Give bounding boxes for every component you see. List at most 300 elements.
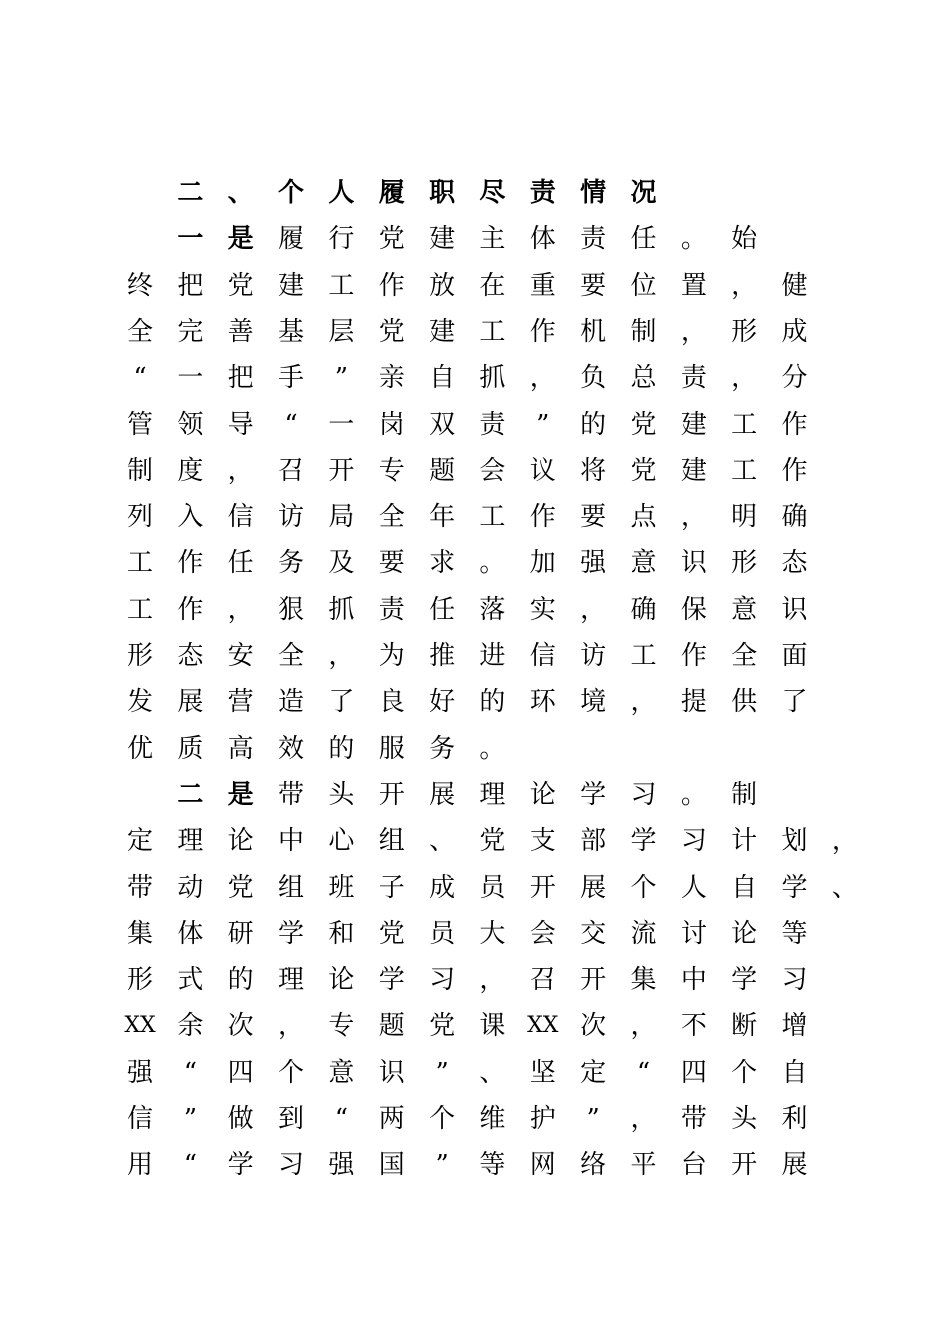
- text-line: [0, 818, 950, 864]
- glyph: 理: [177, 826, 204, 857]
- glyph: 会: [529, 918, 556, 949]
- glyph: “: [284, 409, 298, 440]
- glyph: 提: [680, 687, 707, 718]
- glyph: ，: [680, 502, 707, 533]
- glyph: 支: [529, 826, 556, 857]
- glyph: 式: [177, 965, 204, 996]
- glyph: ，: [630, 1011, 657, 1042]
- glyph: 学: [278, 918, 305, 949]
- glyph: ，: [630, 1104, 657, 1134]
- glyph: 形: [126, 641, 153, 671]
- glyph: 自: [731, 872, 758, 903]
- glyph: 个: [278, 1057, 305, 1088]
- glyph: 岗: [378, 409, 405, 440]
- glyph: 等: [781, 918, 808, 949]
- glyph: 责: [479, 409, 506, 440]
- text-line: [0, 772, 950, 818]
- glyph: 任: [630, 224, 657, 255]
- glyph: 带: [278, 779, 305, 810]
- glyph: 安: [227, 641, 254, 671]
- glyph: 国: [378, 1150, 405, 1181]
- glyph: 员: [479, 872, 506, 903]
- glyph: 习: [680, 826, 707, 857]
- glyph: 强: [126, 1057, 153, 1088]
- glyph: ，: [680, 316, 707, 347]
- glyph: 信: [529, 641, 556, 671]
- glyph: 的: [580, 409, 607, 440]
- glyph: 习: [781, 965, 808, 996]
- glyph: “: [183, 1150, 197, 1181]
- glyph: 两: [378, 1104, 405, 1134]
- glyph: ，: [630, 687, 657, 718]
- glyph: 动: [177, 872, 204, 903]
- glyph: 党: [378, 224, 405, 255]
- glyph: 个: [278, 178, 305, 208]
- glyph: 终: [126, 270, 153, 301]
- text-line: [0, 1003, 950, 1049]
- glyph: 自: [429, 363, 456, 394]
- glyph: 二: [177, 178, 204, 208]
- glyph: 个: [429, 1104, 456, 1134]
- glyph: 要: [378, 548, 405, 579]
- glyph: ”: [435, 1150, 449, 1181]
- glyph: 、: [479, 1057, 506, 1088]
- glyph: ，: [580, 594, 607, 625]
- glyph: 二: [177, 779, 204, 810]
- glyph: 放: [429, 270, 456, 301]
- glyph: 全: [126, 316, 153, 347]
- glyph: 制: [126, 455, 153, 486]
- glyph: 做: [227, 1104, 254, 1134]
- glyph: ，: [278, 1011, 305, 1042]
- glyph: 开: [580, 965, 607, 996]
- glyph: 头: [328, 779, 355, 810]
- glyph: 亲: [378, 363, 405, 394]
- glyph: 建: [429, 316, 456, 347]
- glyph: 党: [630, 409, 657, 440]
- text-line: [0, 911, 950, 957]
- glyph: ”: [435, 1057, 449, 1088]
- glyph: 中: [278, 826, 305, 857]
- glyph: 学: [227, 1150, 254, 1181]
- glyph: ，: [227, 594, 254, 625]
- glyph: 建: [680, 455, 707, 486]
- glyph: 建: [278, 270, 305, 301]
- glyph: 务: [429, 733, 456, 764]
- glyph: 列: [126, 502, 153, 533]
- glyph: 形: [731, 316, 758, 347]
- glyph: 任: [227, 548, 254, 579]
- glyph: 服: [378, 733, 405, 764]
- glyph: 领: [177, 409, 204, 440]
- glyph: 造: [278, 687, 305, 718]
- text-line: [0, 726, 950, 772]
- text-line: [0, 587, 950, 633]
- glyph: 学: [630, 826, 657, 857]
- glyph: 信: [126, 1104, 153, 1134]
- glyph: 总: [630, 363, 657, 394]
- glyph: 工: [731, 455, 758, 486]
- glyph: 分: [781, 363, 808, 394]
- glyph: 、: [429, 826, 456, 857]
- glyph: 四: [227, 1057, 254, 1088]
- glyph: 信: [227, 502, 254, 533]
- text-line: [0, 865, 950, 911]
- glyph: 层: [328, 316, 355, 347]
- glyph: 部: [580, 826, 607, 857]
- glyph: 展: [177, 687, 204, 718]
- glyph: 。: [479, 733, 506, 764]
- glyph: 行: [328, 224, 355, 255]
- glyph: 落: [479, 594, 506, 625]
- glyph: “: [133, 363, 147, 394]
- glyph: 进: [479, 641, 506, 671]
- glyph: 组: [278, 872, 305, 903]
- glyph: 及: [328, 548, 355, 579]
- glyph: 党: [227, 872, 254, 903]
- glyph: ，: [529, 363, 556, 394]
- glyph: 交: [580, 918, 607, 949]
- glyph: 研: [227, 918, 254, 949]
- glyph: 将: [580, 455, 607, 486]
- glyph: 集: [126, 918, 153, 949]
- glyph: 强: [328, 1150, 355, 1181]
- glyph: 抓: [479, 363, 506, 394]
- glyph: 发: [126, 687, 153, 718]
- glyph: 展: [580, 872, 607, 903]
- glyph: 管: [126, 409, 153, 440]
- glyph: 增: [781, 1011, 808, 1042]
- glyph: 健: [781, 270, 808, 301]
- glyph: 履: [378, 178, 405, 208]
- glyph: 优: [126, 733, 153, 764]
- glyph: 到: [278, 1104, 305, 1134]
- glyph: 职: [429, 178, 456, 208]
- glyph: 工: [328, 270, 355, 301]
- text-line: [0, 494, 950, 540]
- glyph: 意: [630, 548, 657, 579]
- glyph: 自: [781, 1057, 808, 1088]
- glyph: 工: [479, 502, 506, 533]
- glyph: 个: [630, 872, 657, 903]
- glyph: 机: [580, 316, 607, 347]
- glyph: 确: [781, 502, 808, 533]
- glyph: 党: [227, 270, 254, 301]
- glyph: ，: [731, 270, 758, 301]
- glyph: 强: [580, 548, 607, 579]
- glyph: 局: [328, 502, 355, 533]
- glyph: 络: [580, 1150, 607, 1181]
- glyph: 营: [227, 687, 254, 718]
- glyph: 学: [731, 965, 758, 996]
- glyph: 头: [731, 1104, 758, 1134]
- glyph: 开: [328, 455, 355, 486]
- glyph: 置: [680, 270, 707, 301]
- glyph: 的: [479, 687, 506, 718]
- glyph: 作: [529, 316, 556, 347]
- glyph: 班: [328, 872, 355, 903]
- glyph: 。: [680, 224, 707, 255]
- text-line: [0, 402, 950, 448]
- glyph: 次: [227, 1011, 254, 1042]
- glyph: 基: [278, 316, 305, 347]
- glyph: 年: [429, 502, 456, 533]
- glyph: 度: [177, 455, 204, 486]
- glyph: 意: [328, 1057, 355, 1088]
- glyph: 论: [529, 779, 556, 810]
- glyph: 断: [731, 1011, 758, 1042]
- glyph: 全: [378, 502, 405, 533]
- glyph: 题: [429, 455, 456, 486]
- glyph: 情: [580, 178, 607, 208]
- glyph: 保: [680, 594, 707, 625]
- glyph: 工: [126, 548, 153, 579]
- glyph: 要: [580, 270, 607, 301]
- glyph: 作: [177, 594, 204, 625]
- glyph: 习: [630, 779, 657, 810]
- glyph: 把: [177, 270, 204, 301]
- glyph: 党: [378, 316, 405, 347]
- glyph: 始: [731, 224, 758, 255]
- section-heading: [0, 170, 950, 216]
- text-line: [0, 355, 950, 401]
- text-line: [0, 216, 950, 262]
- glyph: 把: [227, 363, 254, 394]
- glyph: 坚: [529, 1057, 556, 1088]
- glyph: 论: [731, 918, 758, 949]
- glyph: 和: [328, 918, 355, 949]
- glyph: 负: [580, 363, 607, 394]
- glyph: 一: [177, 224, 204, 255]
- glyph: 的: [328, 733, 355, 764]
- glyph: 专: [328, 1011, 355, 1042]
- glyph: 理: [278, 965, 305, 996]
- glyph: 在: [479, 270, 506, 301]
- glyph: ，: [227, 455, 254, 486]
- glyph: 访: [580, 641, 607, 671]
- glyph: 境: [580, 687, 607, 718]
- glyph: 题: [378, 1011, 405, 1042]
- glyph: 制: [630, 316, 657, 347]
- glyph: 带: [126, 872, 153, 903]
- glyph: 成: [429, 872, 456, 903]
- glyph: 作: [680, 641, 707, 671]
- glyph: 一: [328, 409, 355, 440]
- glyph: 责: [378, 594, 405, 625]
- glyph: 大: [479, 918, 506, 949]
- glyph: 定: [580, 1057, 607, 1088]
- glyph: 学: [378, 965, 405, 996]
- glyph: 作: [177, 548, 204, 579]
- glyph: 好: [429, 687, 456, 718]
- glyph: 建: [680, 409, 707, 440]
- glyph: 体: [177, 918, 204, 949]
- text-line: [0, 1050, 950, 1096]
- glyph: 抓: [328, 594, 355, 625]
- glyph: ，: [831, 826, 858, 857]
- glyph: 建: [429, 224, 456, 255]
- glyph: 识: [378, 1057, 405, 1088]
- glyph: ，: [731, 363, 758, 394]
- glyph: 面: [781, 641, 808, 671]
- glyph: 维: [479, 1104, 506, 1134]
- glyph: 要: [580, 502, 607, 533]
- glyph: 心: [328, 826, 355, 857]
- glyph: 访: [278, 502, 305, 533]
- glyph: 、: [227, 178, 254, 208]
- glyph: 习: [278, 1150, 305, 1181]
- glyph: 召: [529, 965, 556, 996]
- glyph: 形: [126, 965, 153, 996]
- glyph: 责: [680, 363, 707, 394]
- glyph: 完: [177, 316, 204, 347]
- glyph: 尽: [479, 178, 506, 208]
- text-line: [0, 540, 950, 586]
- glyph: 学: [781, 872, 808, 903]
- glyph: 形: [731, 548, 758, 579]
- glyph: 专: [378, 455, 405, 486]
- glyph: 了: [781, 687, 808, 718]
- glyph: 。: [479, 548, 506, 579]
- glyph: 一: [177, 363, 204, 394]
- glyph: 供: [731, 687, 758, 718]
- glyph: 环: [529, 687, 556, 718]
- glyph: 组: [378, 826, 405, 857]
- glyph: 位: [630, 270, 657, 301]
- glyph: 等: [479, 1150, 506, 1181]
- text-line: [0, 679, 950, 725]
- glyph: 会: [479, 455, 506, 486]
- glyph: 人: [680, 872, 707, 903]
- glyph: 识: [781, 594, 808, 625]
- glyph: 展: [429, 779, 456, 810]
- glyph: 党: [378, 918, 405, 949]
- glyph: 确: [630, 594, 657, 625]
- glyph: 求: [429, 548, 456, 579]
- glyph: 开: [731, 1150, 758, 1181]
- glyph: 善: [227, 316, 254, 347]
- glyph: 划: [781, 826, 808, 857]
- glyph: 作: [781, 455, 808, 486]
- text-line: [0, 448, 950, 494]
- glyph: 责: [529, 178, 556, 208]
- glyph: 作: [378, 270, 405, 301]
- glyph: 员: [429, 918, 456, 949]
- glyph: 全: [731, 641, 758, 671]
- glyph: ”: [536, 409, 550, 440]
- glyph: 效: [278, 733, 305, 764]
- glyph: ”: [183, 1104, 197, 1134]
- glyph: 流: [630, 918, 657, 949]
- glyph: 责: [580, 224, 607, 255]
- glyph: 理: [479, 779, 506, 810]
- glyph: 人: [328, 178, 355, 208]
- glyph: 定: [126, 826, 153, 857]
- glyph: 双: [429, 409, 456, 440]
- glyph: 工: [731, 409, 758, 440]
- glyph: 党: [429, 1011, 456, 1042]
- glyph: 作: [529, 502, 556, 533]
- glyph: 质: [177, 733, 204, 764]
- glyph: 是: [227, 224, 254, 255]
- glyph: 。: [680, 779, 707, 810]
- glyph: 导: [227, 409, 254, 440]
- glyph: 是: [227, 779, 254, 810]
- glyph: 工: [630, 641, 657, 671]
- glyph: 推: [429, 641, 456, 671]
- glyph: 网: [529, 1150, 556, 1181]
- glyph: 集: [630, 965, 657, 996]
- glyph: 平: [630, 1150, 657, 1181]
- text-line: [0, 1096, 950, 1142]
- glyph: 重: [529, 270, 556, 301]
- glyph: 带: [680, 1104, 707, 1134]
- glyph: 点: [630, 502, 657, 533]
- glyph: 手: [278, 363, 305, 394]
- glyph: 工: [479, 316, 506, 347]
- glyph: 全: [278, 641, 305, 671]
- glyph: 良: [378, 687, 405, 718]
- glyph: 意: [731, 594, 758, 625]
- text-line: [0, 263, 950, 309]
- glyph: 工: [126, 594, 153, 625]
- glyph: 护: [529, 1104, 556, 1134]
- glyph: 、: [831, 872, 858, 903]
- glyph: 中: [680, 965, 707, 996]
- glyph: XX: [527, 1013, 559, 1039]
- glyph: 狠: [278, 594, 305, 625]
- glyph: 用: [126, 1150, 153, 1181]
- glyph: 课: [479, 1011, 506, 1042]
- glyph: 论: [328, 965, 355, 996]
- glyph: 况: [630, 178, 657, 208]
- glyph: 习: [429, 965, 456, 996]
- glyph: 高: [227, 733, 254, 764]
- glyph: 任: [429, 594, 456, 625]
- glyph: “: [183, 1057, 197, 1088]
- glyph: 四: [680, 1057, 707, 1088]
- glyph: 体: [529, 224, 556, 255]
- glyph: 加: [529, 548, 556, 579]
- glyph: 开: [529, 872, 556, 903]
- glyph: 子: [378, 872, 405, 903]
- glyph: 不: [680, 1011, 707, 1042]
- glyph: 召: [278, 455, 305, 486]
- glyph: 议: [529, 455, 556, 486]
- glyph: 履: [278, 224, 305, 255]
- glyph: 台: [680, 1150, 707, 1181]
- text-line: [0, 633, 950, 679]
- text-line: [0, 1142, 950, 1188]
- glyph: 务: [278, 548, 305, 579]
- glyph: ，: [479, 965, 506, 996]
- glyph: 计: [731, 826, 758, 857]
- glyph: 态: [781, 548, 808, 579]
- glyph: 余: [177, 1011, 204, 1042]
- glyph: ，: [328, 641, 355, 671]
- text-line: [0, 957, 950, 1003]
- glyph: 次: [580, 1011, 607, 1042]
- glyph: 开: [378, 779, 405, 810]
- glyph: 党: [479, 826, 506, 857]
- glyph: 作: [781, 409, 808, 440]
- glyph: “: [334, 1104, 349, 1134]
- glyph: 论: [227, 826, 254, 857]
- glyph: 制: [731, 779, 758, 810]
- glyph: 识: [680, 548, 707, 579]
- glyph: XX: [124, 1013, 156, 1039]
- text-line: [0, 309, 950, 355]
